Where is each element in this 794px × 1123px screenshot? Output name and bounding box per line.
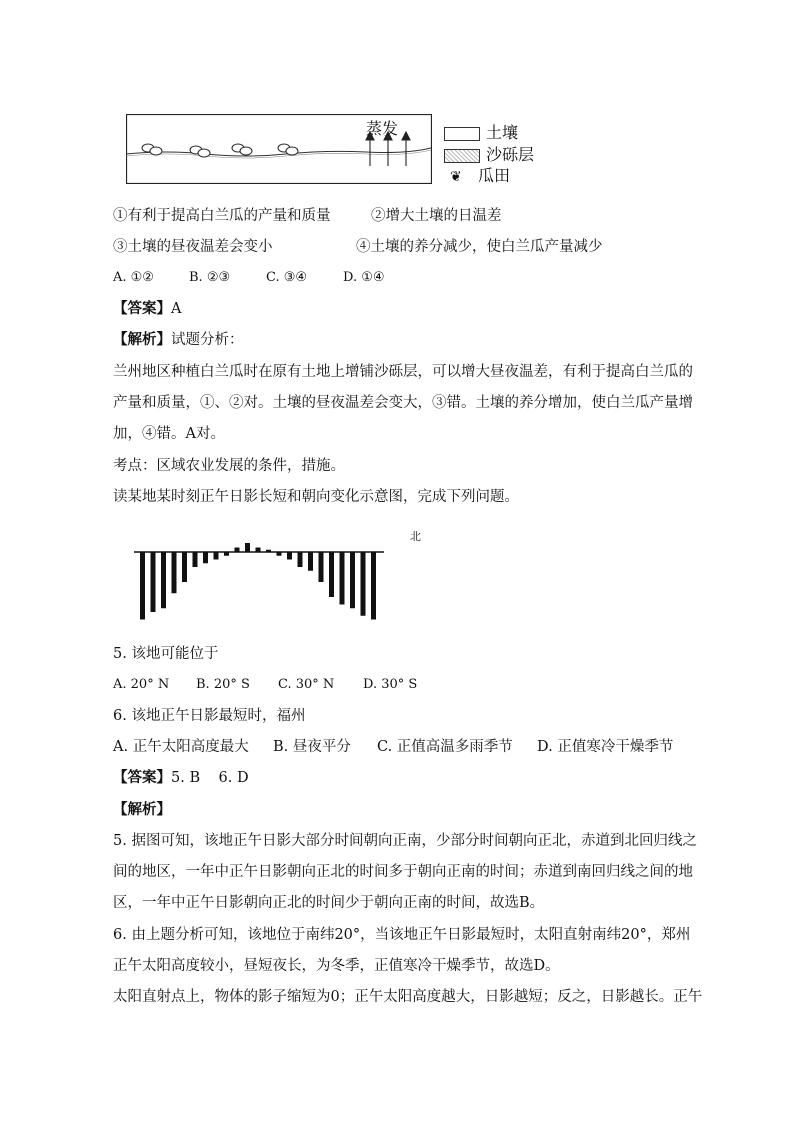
shadow-bar bbox=[235, 548, 240, 553]
answer-1 bbox=[113, 299, 181, 319]
analysis-tag: 【解析】 bbox=[113, 331, 171, 348]
shadow-bar bbox=[266, 550, 271, 552]
q5-stem: 5. 该地可能位于 bbox=[113, 646, 219, 662]
analysis-title: 试题分析： bbox=[171, 332, 244, 348]
q6-choice-b: B. 昼夜平分 bbox=[273, 739, 351, 755]
shadow-bar bbox=[329, 552, 334, 597]
analysis-1-p1: 兰州地区种植白兰瓜时在原有土地上增铺沙砾层，可以增大昼夜温差，有利于提高白兰瓜的 bbox=[113, 364, 693, 380]
q5-choice-a: A. 20° N bbox=[113, 677, 170, 692]
q5-choice-b: B. 20° S bbox=[196, 677, 250, 692]
option-3: ③土壤的昼夜温差会变小 bbox=[113, 239, 273, 255]
shadow-chart-svg bbox=[134, 522, 384, 622]
shadow-bar bbox=[172, 552, 177, 593]
shadow-bar bbox=[277, 552, 282, 556]
north-indicator bbox=[410, 528, 421, 544]
analysis-2-p6-2: 正午太阳高度较小，昼短夜长，为冬季，正值寒冷干燥季节，故选D。 bbox=[113, 958, 560, 974]
shadow-bar bbox=[161, 552, 166, 608]
analysis-1-p3: 加，④错。A对。 bbox=[113, 426, 225, 442]
evaporation-label: 蒸发 bbox=[366, 119, 399, 138]
q6-choice-a: A. 正午太阳高度最大 bbox=[113, 739, 249, 755]
shadow-bar bbox=[203, 552, 208, 563]
option-4: ④土壤的养分减少，使白兰瓜产量减少 bbox=[356, 239, 603, 255]
intro-2: 读某地某时刻正午日影长短和朝向变化示意图，完成下列问题。 bbox=[113, 489, 519, 505]
answer-value: A bbox=[171, 301, 182, 317]
choice-a: A. ①② bbox=[113, 270, 154, 285]
analysis-2-p6-1: 6. 由上题分析可知，该地位于南纬20°，当该地正午日影最短时，太阳直射南纬20°，郑州 bbox=[113, 927, 691, 943]
shadow-bar bbox=[298, 552, 303, 567]
choices-line bbox=[113, 268, 385, 288]
analysis-2-p5-2: 间的地区，一年中正午日影朝向正北的时间多于朝向正南的时间；赤道到南回归线之间的地 bbox=[113, 864, 693, 880]
shadow-bar bbox=[151, 552, 156, 612]
shadow-bar bbox=[193, 552, 198, 567]
soil-diagram bbox=[126, 114, 432, 184]
legend-soil: 土壤 bbox=[444, 120, 518, 143]
q6-choices bbox=[113, 737, 674, 757]
shadow-bar bbox=[214, 552, 219, 560]
shadow-bar bbox=[350, 552, 355, 608]
analysis-2-tag: 【解析】 bbox=[113, 801, 171, 818]
answer-2-tag: 【答案】 bbox=[113, 769, 171, 786]
answer-tag: 【答案】 bbox=[113, 300, 171, 317]
legend-field: ❦ 瓜田 bbox=[450, 166, 511, 185]
options-line-1 bbox=[113, 206, 502, 226]
shadow-bar bbox=[287, 552, 292, 560]
shadow-bar bbox=[308, 552, 313, 571]
shadow-bar bbox=[256, 548, 261, 553]
legend-gravel: 沙砾层 bbox=[444, 142, 534, 165]
shadow-bar bbox=[340, 552, 345, 605]
shadow-bar bbox=[245, 543, 250, 552]
analysis-1-header bbox=[113, 330, 244, 350]
choice-c: C. ③④ bbox=[266, 270, 308, 285]
q5-choice-c: C. 30° N bbox=[278, 677, 335, 692]
option-2: ②增大土壤的日温差 bbox=[371, 208, 502, 224]
q6-choice-d: D. 正值寒冷干燥季节 bbox=[537, 739, 674, 755]
shadow-bar bbox=[361, 552, 366, 616]
choice-b: B. ②③ bbox=[189, 270, 231, 285]
north-label: 北 bbox=[410, 530, 421, 543]
soil-swatch bbox=[444, 127, 480, 141]
q5-choices bbox=[113, 675, 418, 695]
answer-2 bbox=[113, 768, 249, 788]
shadow-chart bbox=[134, 522, 384, 622]
analysis-2-p5-1: 5. 据图可知，该地正午日影大部分时间朝向正南，少部分时间朝向正北，赤道到北回归线之 bbox=[113, 833, 697, 849]
shadow-bar bbox=[182, 552, 187, 582]
shadow-bar bbox=[319, 552, 324, 582]
gravel-swatch bbox=[444, 149, 480, 163]
melon-legend-icon: ❦ bbox=[450, 169, 462, 185]
choice-d: D. ①④ bbox=[343, 270, 385, 285]
analysis-1-p2: 产量和质量，①、②对。土壤的昼夜温差会变大，③错。土壤的养分增加，使白兰瓜产量增 bbox=[113, 395, 693, 411]
q5-choice-d: D. 30° S bbox=[363, 677, 418, 692]
analysis-2-p7: 太阳直射点上，物体的影子缩短为0；正午太阳高度越大，日影越短；反之，日影越长。正午 bbox=[113, 989, 703, 1005]
answer-2-value: 5. B 6. D bbox=[171, 770, 249, 786]
analysis-2-p5-3: 区，一年中正午日影朝向正北的时间少于朝向正南的时间，故选B。 bbox=[113, 895, 545, 911]
option-1: ①有利于提高白兰瓜的产量和质量 bbox=[113, 208, 331, 224]
q6-choice-c: C. 正值高温多雨季节 bbox=[377, 739, 513, 755]
shadow-bar bbox=[224, 552, 229, 556]
shadow-bar bbox=[140, 552, 145, 620]
shadow-bar bbox=[371, 552, 376, 620]
kaodian-1: 考点：区域农业发展的条件，措施。 bbox=[113, 458, 345, 474]
q6-stem: 6. 该地正午日影最短时，福州 bbox=[113, 708, 306, 724]
options-line-2 bbox=[113, 237, 603, 257]
